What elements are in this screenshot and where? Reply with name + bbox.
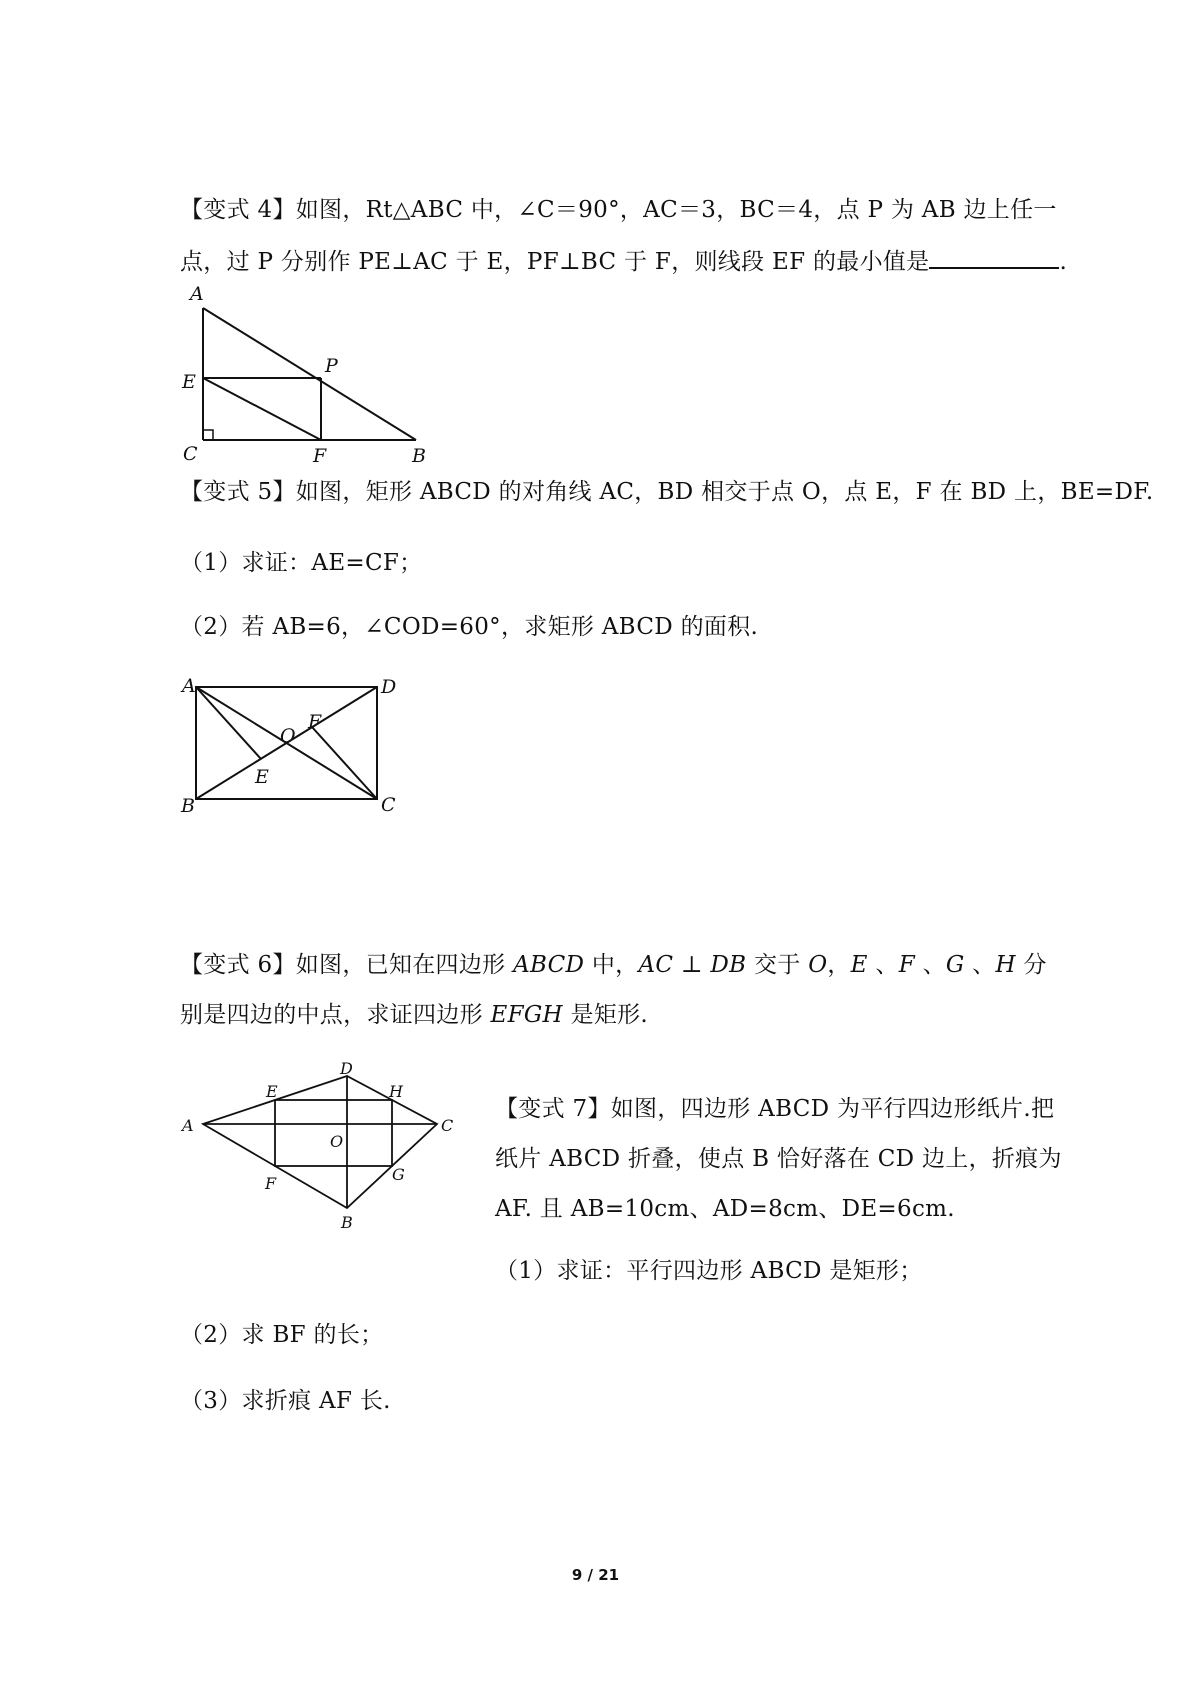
fig6-label-c: C bbox=[441, 1116, 454, 1135]
problem5-part2: （2）若 AB=6，∠COD=60°，求矩形 ABCD 的面积. bbox=[180, 614, 759, 640]
page-number: 9 / 21 bbox=[571, 1566, 620, 1584]
p6-line2-a: 别是四边的中点，求证四边形 bbox=[180, 1002, 491, 1028]
p6-text-end: 分 bbox=[1015, 952, 1047, 978]
fig6-label-b: B bbox=[341, 1213, 353, 1232]
p6-text-a: 【变式 6】如图，已知在四边形 bbox=[180, 952, 514, 978]
problem4-line2-end: . bbox=[1059, 249, 1068, 275]
fig6-label-f: F bbox=[265, 1174, 277, 1193]
problem7-part3: （3）求折痕 AF 长. bbox=[180, 1388, 391, 1414]
problem4-line2-text: 点，过 P 分别作 PE⊥AC 于 E，PF⊥BC 于 F，则线段 EF 的最小值是 bbox=[180, 249, 930, 275]
fig5-label-f: F bbox=[308, 711, 322, 733]
fig4-label-p: P bbox=[325, 355, 338, 377]
fig6-label-d: D bbox=[340, 1059, 353, 1078]
p6-abcd: ABCD bbox=[513, 952, 585, 978]
fig5-label-b: B bbox=[181, 795, 195, 817]
p6-sep3: 、 bbox=[964, 952, 996, 978]
fig5-label-e: E bbox=[255, 766, 269, 788]
p6-g: G bbox=[945, 952, 965, 978]
p6-sep1: 、 bbox=[867, 952, 899, 978]
fig6-label-o: O bbox=[330, 1132, 344, 1151]
p6-h: H bbox=[995, 952, 1016, 978]
p6-efgh: EFGH bbox=[490, 1002, 563, 1028]
p6-text-b: 中， bbox=[584, 952, 639, 978]
fig4-label-e: E bbox=[182, 371, 196, 393]
fig6-label-g: G bbox=[392, 1165, 405, 1184]
fig4-label-f: F bbox=[313, 445, 327, 467]
problem7-part2: （2）求 BF 的长； bbox=[180, 1322, 384, 1348]
fig5-label-o: O bbox=[280, 725, 296, 747]
problem7-line2: 纸片 ABCD 折叠，使点 B 恰好落在 CD 边上，折痕为 bbox=[495, 1146, 1062, 1172]
problem4-line1: 【变式 4】如图，Rt△ABC 中，∠C＝90°，AC＝3，BC＝4，点 P 为 AB 边上任一 bbox=[180, 197, 1057, 223]
p6-f: F bbox=[898, 952, 915, 978]
fig4-label-a: A bbox=[190, 283, 204, 305]
p6-o: O bbox=[808, 952, 828, 978]
p6-text-d: ， bbox=[827, 952, 851, 978]
p6-e: E bbox=[850, 952, 868, 978]
fig5-label-c: C bbox=[381, 794, 396, 816]
problem7-line1: 【变式 7】如图，四边形 ABCD 为平行四边形纸片.把 bbox=[495, 1096, 1055, 1122]
fig6-label-e: E bbox=[266, 1082, 278, 1101]
problem7-line3: AF. 且 AB=10cm、AD=8cm、DE=6cm. bbox=[495, 1196, 955, 1222]
fig4-label-c: C bbox=[183, 443, 198, 465]
fig5-label-d: D bbox=[381, 676, 397, 698]
problem7-part1: （1）求证：平行四边形 ABCD 是矩形； bbox=[495, 1258, 923, 1284]
problem5-part1: （1）求证：AE=CF； bbox=[180, 550, 423, 576]
problem5-line1: 【变式 5】如图，矩形 ABCD 的对角线 AC，BD 相交于点 O，点 E，F 在 BD 上，BE=DF. bbox=[180, 479, 1154, 505]
p6-ac-perp-db: AC ⊥ DB bbox=[638, 952, 747, 978]
fig6-label-a: A bbox=[182, 1116, 194, 1135]
p6-line2-b: 是矩形. bbox=[562, 1002, 649, 1028]
fig5-label-a: A bbox=[182, 675, 196, 697]
fig4-label-b: B bbox=[412, 445, 426, 467]
p6-text-c: 交于 bbox=[746, 952, 809, 978]
fig6-label-h: H bbox=[389, 1082, 403, 1101]
p6-sep2: 、 bbox=[914, 952, 946, 978]
